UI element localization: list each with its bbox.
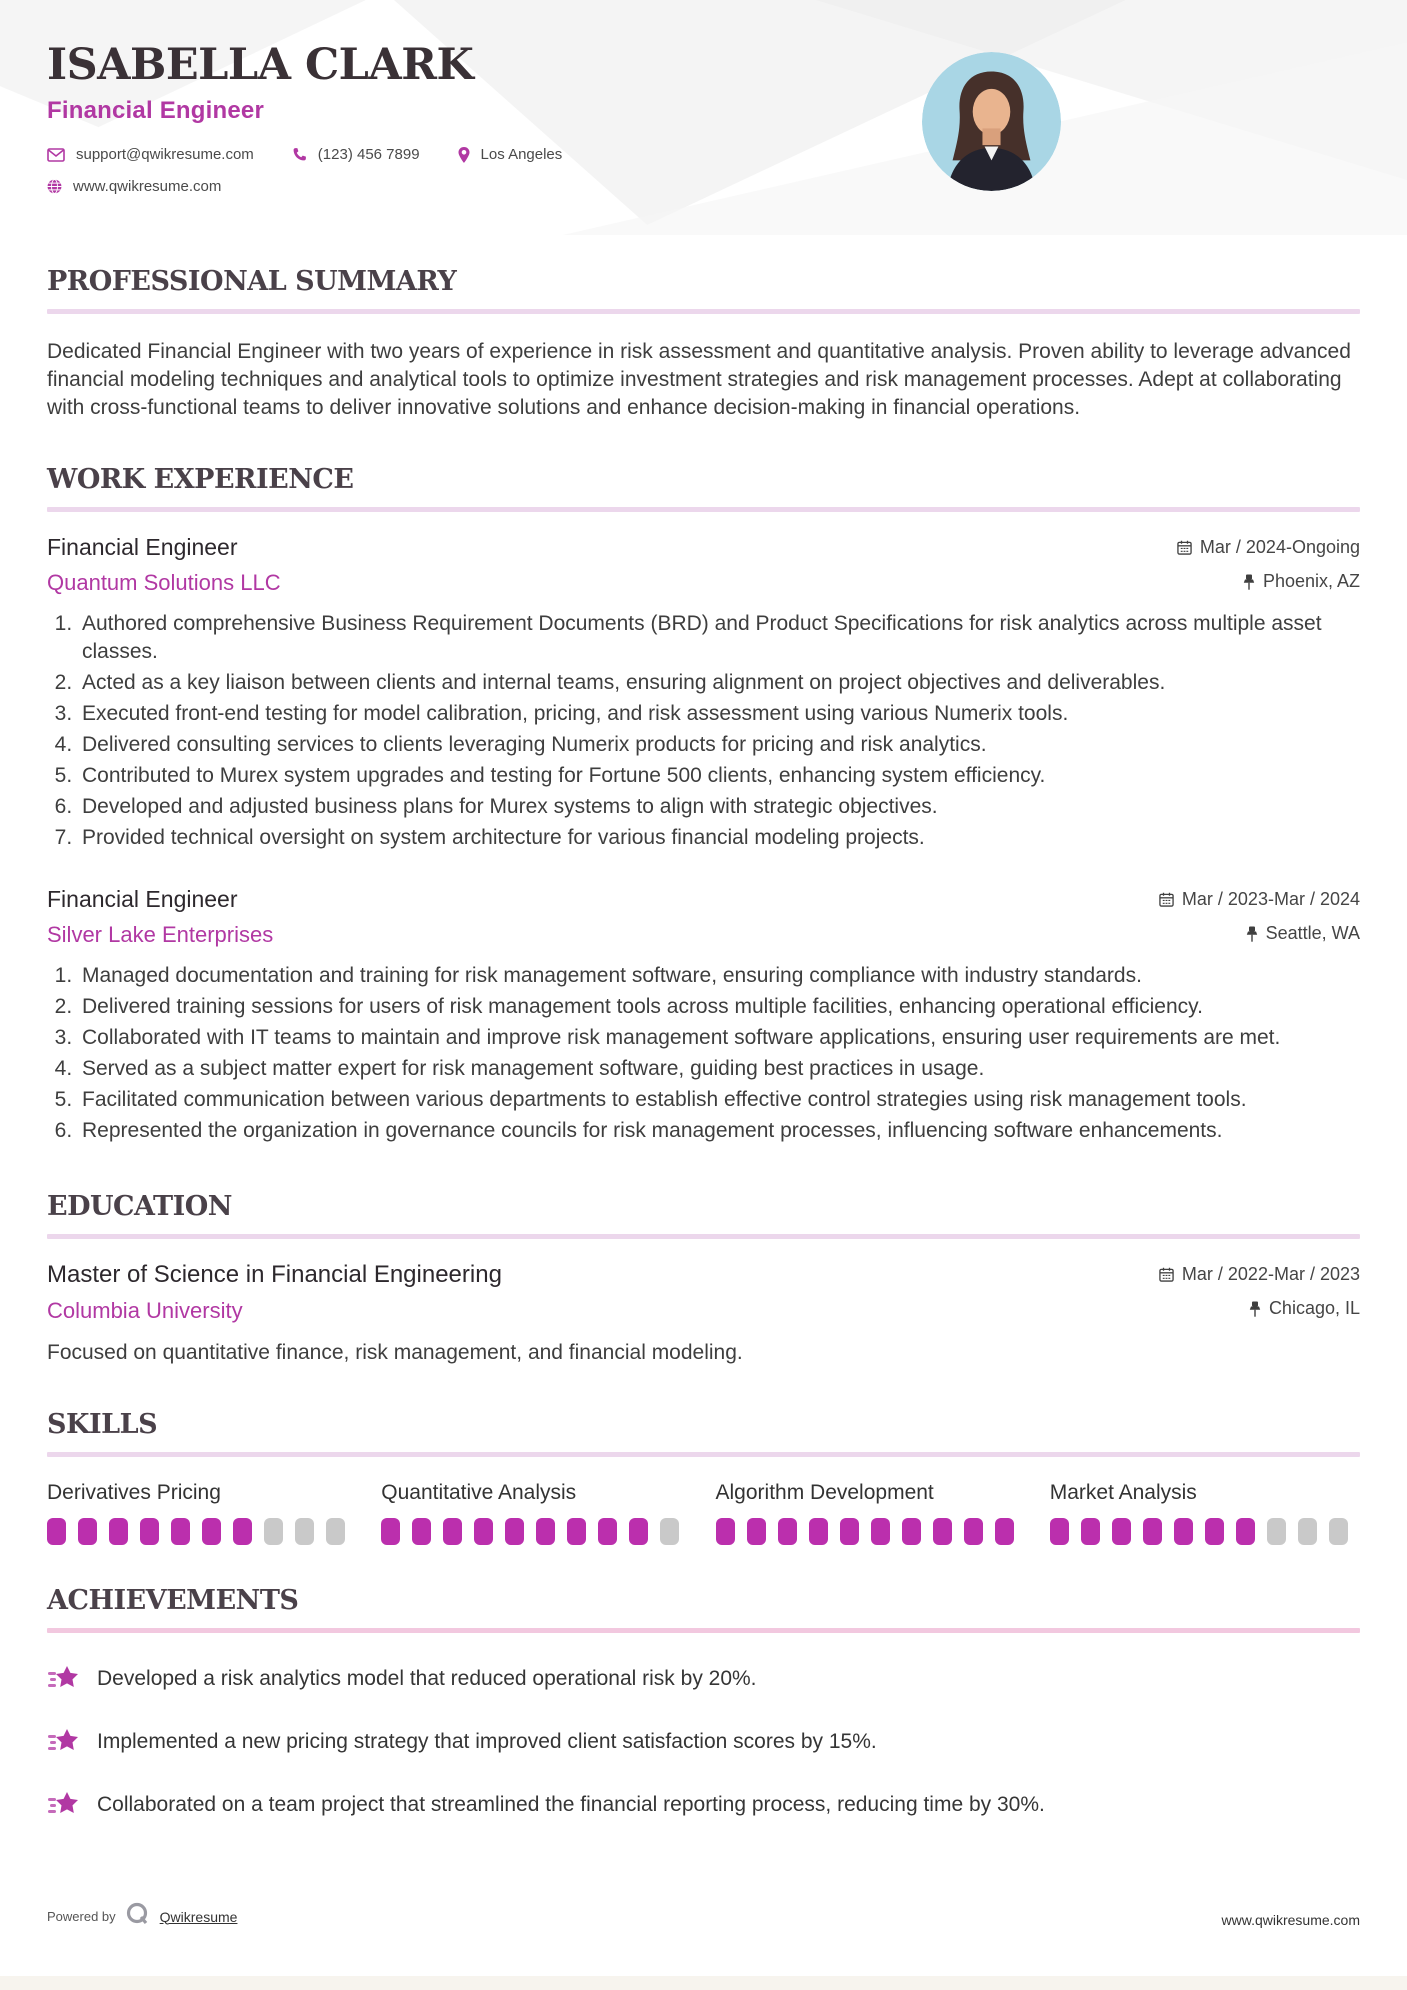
footer-branding	[47, 1901, 237, 1932]
candidate-name: ISABELLA CLARK	[47, 40, 474, 90]
achievement-text: Collaborated on a team project that streamlined the financial reporting process, reducing time by 30%.	[97, 1793, 1045, 1817]
skill-item	[381, 1481, 691, 1545]
section-education	[47, 1191, 1360, 1365]
skill-level-segment	[598, 1518, 617, 1545]
q-ring-icon	[125, 1901, 151, 1932]
experience-bullet: 5. Facilitated communication between various departments to establish effective control strategies using risk management tools.	[78, 1086, 1360, 1114]
skill-name: Derivatives Pricing	[47, 1481, 221, 1505]
map-pin-icon	[458, 147, 470, 163]
globe-icon	[47, 179, 62, 194]
pushpin-icon	[1246, 926, 1258, 942]
experience-bullet: 1. Authored comprehensive Business Requirement Documents (BRD) and Product Specifications for risk analytics across multiple asset classes.	[78, 610, 1360, 666]
skill-level-segment	[1143, 1518, 1162, 1545]
powered-by-label: Powered by	[47, 1909, 116, 1924]
shooting-star-icon	[47, 1726, 81, 1758]
experience-bullet: 2. Acted as a key liaison between clients and internal teams, ensuring alignment on project objectives and deliverables.	[78, 669, 1360, 697]
calendar-icon	[1159, 1267, 1174, 1282]
skill-level-meter	[1050, 1518, 1360, 1545]
skill-level-segment	[1298, 1518, 1317, 1545]
company-name: Quantum Solutions LLC	[47, 570, 281, 596]
section-divider	[47, 1452, 1360, 1457]
experience-bullet: 4. Served as a subject matter expert for risk management software, guiding best practices in usage.	[78, 1055, 1360, 1083]
contact-website-text: www.qwikresume.com	[73, 178, 222, 196]
section-skills	[47, 1409, 1360, 1545]
skill-level-segment	[995, 1518, 1014, 1545]
skill-level-segment	[840, 1518, 859, 1545]
skill-level-segment	[536, 1518, 555, 1545]
skill-level-meter	[47, 1518, 357, 1545]
education-entry	[47, 1261, 1360, 1365]
skill-item	[1050, 1481, 1360, 1545]
website-row	[47, 178, 1360, 195]
envelope-icon	[47, 148, 65, 162]
education-heading: EDUCATION	[47, 1191, 232, 1223]
experience-bullet: 7. Provided technical oversight on system architecture for various financial modeling projects.	[78, 824, 1360, 852]
skill-level-segment	[809, 1518, 828, 1545]
section-divider	[47, 507, 1360, 512]
skill-level-segment	[871, 1518, 890, 1545]
education-location-text: Chicago, IL	[1268, 1298, 1360, 1319]
experience-entry-header	[47, 534, 1360, 596]
skill-level-segment	[1050, 1518, 1069, 1545]
skill-level-segment	[78, 1518, 97, 1545]
education-description: Focused on quantitative finance, risk management, and financial modeling.	[47, 1341, 743, 1365]
skill-item	[716, 1481, 1026, 1545]
job-location	[1246, 923, 1360, 944]
skill-level-segment	[233, 1518, 252, 1545]
date-range	[1159, 889, 1360, 910]
content	[0, 266, 1407, 1825]
section-divider	[47, 1628, 1360, 1633]
school-name: Columbia University	[47, 1298, 243, 1324]
summary-heading: PROFESSIONAL SUMMARY	[47, 266, 457, 297]
skill-name: Quantitative Analysis	[381, 1481, 577, 1505]
skill-level-segment	[660, 1518, 679, 1545]
section-divider	[47, 309, 1360, 314]
date-range	[1159, 1264, 1360, 1285]
contact-website[interactable]	[47, 178, 221, 195]
date-range-text: Mar / 2024-Ongoing	[1199, 537, 1360, 558]
education-location	[1249, 1298, 1360, 1319]
experience-bullet: 6. Developed and adjusted business plans for Murex systems to align with strategic objectives.	[78, 793, 1360, 821]
date-range	[1177, 537, 1360, 558]
skill-level-segment	[778, 1518, 797, 1545]
skill-level-segment	[902, 1518, 921, 1545]
education-entry-header	[47, 1261, 1360, 1324]
experience-bullet-list	[47, 610, 1360, 852]
contact-row	[47, 146, 1360, 163]
qwikresume-link[interactable]: Qwikresume	[159, 1908, 238, 1925]
shooting-star-icon	[47, 1789, 81, 1821]
job-title: Financial Engineer	[47, 534, 238, 561]
experience-bullet: 6. Represented the organization in governance councils for risk management processes, influencing software enhancements.	[78, 1117, 1360, 1145]
footer-website[interactable]: www.qwikresume.com	[1221, 1912, 1360, 1928]
education-entry-meta	[1159, 1261, 1360, 1319]
profile-photo	[922, 52, 1061, 191]
experience-entry	[47, 534, 1360, 852]
avatar-illustration	[922, 52, 1061, 191]
contact-location-text: Los Angeles	[480, 146, 563, 164]
achievements-heading: ACHIEVEMENTS	[47, 1585, 299, 1617]
pushpin-icon	[1243, 574, 1255, 590]
skills-heading: SKILLS	[47, 1409, 158, 1441]
summary-text: Dedicated Financial Engineer with two years of experience in risk assessment and quantitative analysis. Proven ability to leverage advanced financial modeling techniques and analytical tools to optimize investment strategies and risk management processes. Adept at collaborating with cross-functional teams to deliver innovative solutions and enhance decision-making in financial operations.	[47, 340, 1351, 420]
job-title: Financial Engineer	[47, 886, 238, 913]
contact-location	[458, 146, 563, 163]
skill-level-meter	[381, 1518, 691, 1545]
skill-level-segment	[933, 1518, 952, 1545]
achievement-text: Implemented a new pricing strategy that improved client satisfaction scores by 15%.	[97, 1730, 877, 1754]
achievement-item	[47, 1659, 1360, 1699]
header	[0, 0, 1407, 210]
shooting-star-icon	[47, 1663, 81, 1695]
skill-level-segment	[109, 1518, 128, 1545]
skill-level-segment	[295, 1518, 314, 1545]
skill-level-segment	[1329, 1518, 1348, 1545]
education-entry-left	[47, 1261, 502, 1324]
experience-heading: WORK EXPERIENCE	[47, 464, 354, 496]
pushpin-icon	[1249, 1301, 1261, 1317]
experience-entry	[47, 886, 1360, 1145]
experience-bullet: 2. Delivered training sessions for users of risk management tools across multiple facilities, enhancing operational efficiency.	[78, 993, 1360, 1021]
skill-level-segment	[264, 1518, 283, 1545]
contact-email[interactable]	[47, 146, 254, 163]
job-location-text: Phoenix, AZ	[1262, 571, 1360, 592]
achievement-item	[47, 1722, 1360, 1762]
experience-entry-meta	[1159, 886, 1360, 944]
skill-level-segment	[629, 1518, 648, 1545]
skill-level-segment	[326, 1518, 345, 1545]
skill-level-segment	[1081, 1518, 1100, 1545]
skill-level-segment	[747, 1518, 766, 1545]
skill-item	[47, 1481, 357, 1545]
skill-name: Algorithm Development	[715, 1481, 934, 1505]
company-name: Silver Lake Enterprises	[47, 922, 274, 948]
skill-level-segment	[47, 1518, 66, 1545]
experience-bullet: 4. Delivered consulting services to clients leveraging Numerix products for pricing and risk analytics.	[78, 731, 1360, 759]
candidate-title: Financial Engineer	[47, 97, 264, 125]
achievement-item	[47, 1785, 1360, 1825]
skill-level-segment	[171, 1518, 190, 1545]
contact-phone-text: (123) 456 7899	[317, 146, 420, 164]
job-location	[1243, 571, 1360, 592]
skills-grid	[47, 1481, 1360, 1545]
calendar-icon	[1159, 892, 1174, 907]
section-achievements	[47, 1585, 1360, 1825]
section-divider	[47, 1234, 1360, 1239]
bottom-strip	[0, 1976, 1407, 1990]
handset-icon	[292, 147, 307, 162]
skill-level-segment	[1174, 1518, 1193, 1545]
calendar-icon	[1177, 540, 1192, 555]
skill-level-segment	[381, 1518, 400, 1545]
experience-entry-meta	[1177, 534, 1360, 592]
skill-level-segment	[140, 1518, 159, 1545]
skill-level-meter	[716, 1518, 1026, 1545]
contact-email-text: support@qwikresume.com	[76, 146, 254, 164]
skill-level-segment	[1205, 1518, 1224, 1545]
skill-level-segment	[443, 1518, 462, 1545]
skill-level-segment	[716, 1518, 735, 1545]
experience-entry-header	[47, 886, 1360, 948]
experience-entry-left	[47, 534, 281, 596]
skill-level-segment	[1112, 1518, 1131, 1545]
skill-level-segment	[474, 1518, 493, 1545]
section-summary	[47, 266, 1360, 422]
experience-bullet: 3. Executed front-end testing for model calibration, pricing, and risk assessment using various Numerix tools.	[78, 700, 1360, 728]
contact-phone	[292, 146, 420, 163]
achievements-list	[47, 1659, 1360, 1825]
experience-bullet: 1. Managed documentation and training for risk management software, ensuring compliance with industry standards.	[78, 962, 1360, 990]
skill-level-segment	[567, 1518, 586, 1545]
skill-name: Market Analysis	[1049, 1481, 1197, 1505]
date-range-text: Mar / 2022-Mar / 2023	[1181, 1264, 1360, 1285]
job-location-text: Seattle, WA	[1265, 923, 1360, 944]
section-experience	[47, 464, 1360, 1145]
date-range-text: Mar / 2023-Mar / 2024	[1181, 889, 1360, 910]
skill-level-segment	[1236, 1518, 1255, 1545]
skill-level-segment	[1267, 1518, 1286, 1545]
experience-bullet-list	[47, 962, 1360, 1145]
experience-entry-left	[47, 886, 273, 948]
skill-level-segment	[202, 1518, 221, 1545]
achievement-text: Developed a risk analytics model that reduced operational risk by 20%.	[97, 1667, 757, 1691]
degree-title: Master of Science in Financial Engineering	[47, 1261, 502, 1289]
experience-bullet: 5. Contributed to Murex system upgrades and testing for Fortune 500 clients, enhancing system efficiency.	[78, 762, 1360, 790]
skill-level-segment	[964, 1518, 983, 1545]
skill-level-segment	[505, 1518, 524, 1545]
skill-level-segment	[412, 1518, 431, 1545]
experience-bullet: 3. Collaborated with IT teams to maintain and improve risk management software applications, ensuring user requirements are met.	[78, 1024, 1360, 1052]
